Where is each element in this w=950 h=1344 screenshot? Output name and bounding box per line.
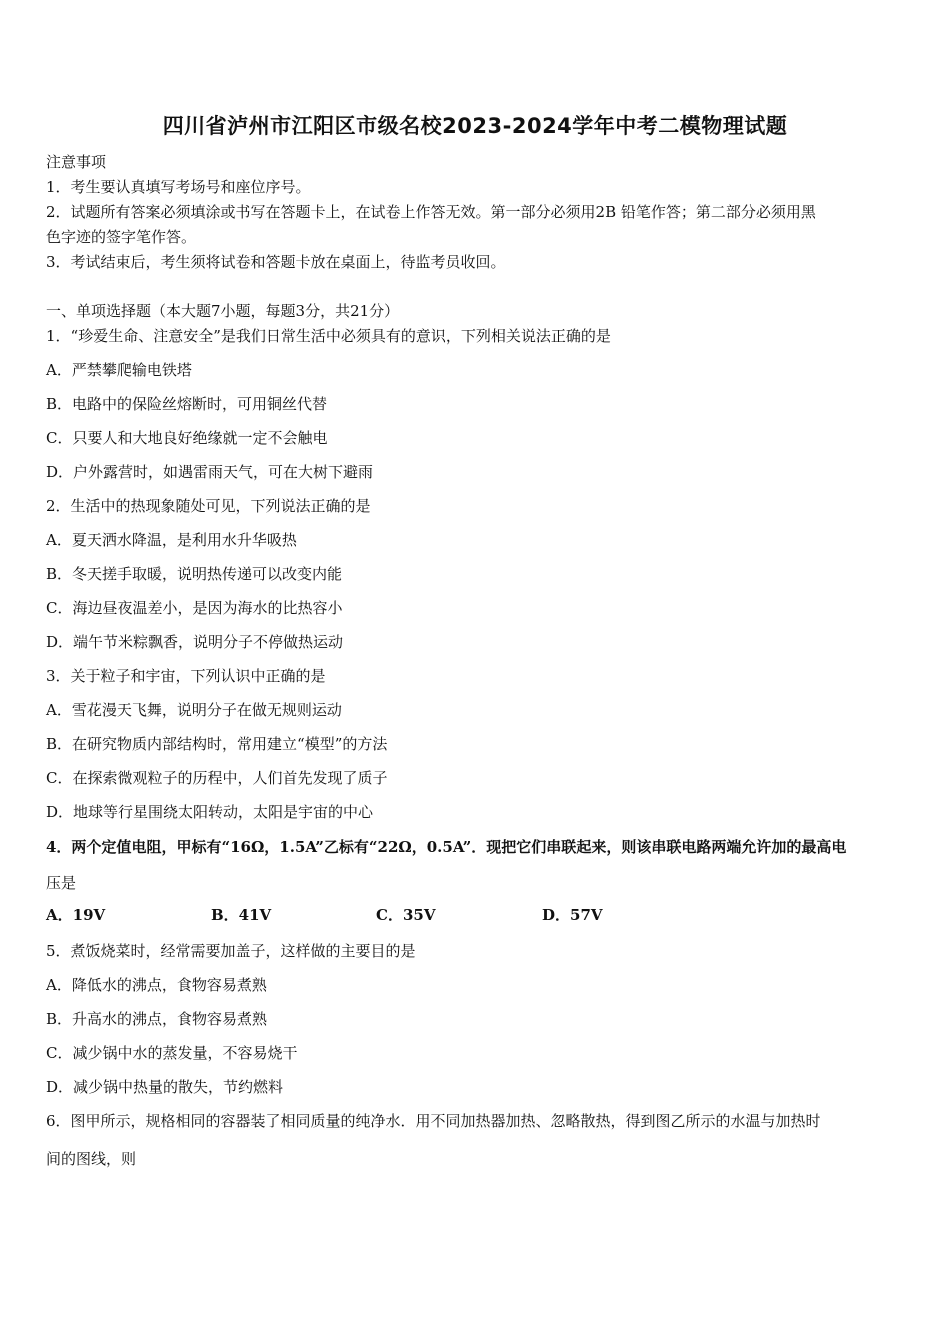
question-3-option-a: A．雪花漫天飞舞，说明分子在做无规则运动	[46, 701, 342, 719]
question-4-option-a: A．19V	[46, 906, 106, 924]
question-4-option-b: B．41V	[211, 906, 272, 924]
question-1-option-c: C．只要人和大地良好绝缘就一定不会触电	[46, 429, 328, 447]
question-4-option-c: C．35V	[376, 906, 436, 924]
question-5-option-b: B．升高水的沸点，食物容易煮熟	[46, 1010, 268, 1028]
question-5-option-d: D．减少锅中热量的散失，节约燃料	[46, 1078, 284, 1096]
question-2-option-d: D．端午节米粽飘香，说明分子不停做热运动	[46, 633, 344, 651]
notice-item-2: 2．试题所有答案必须填涂或书写在答题卡上，在试卷上作答无效。第一部分必须用2B 铅笔作答；第二部分必须用黑	[46, 203, 816, 221]
question-4-option-d: D．57V	[542, 906, 603, 924]
question-5-option-a: A．降低水的沸点，食物容易煮熟	[46, 976, 267, 994]
question-2-option-c: C．海边昼夜温差小，是因为海水的比热容小	[46, 599, 343, 617]
question-4-stem: 4．两个定值电阻，甲标有“16Ω，1.5A”乙标有“22Ω，0.5A”．现把它们串联起来，则该串联电路两端允许加的最高电	[46, 838, 847, 856]
question-5-option-c: C．减少锅中水的蒸发量，不容易烧干	[46, 1044, 298, 1062]
question-1-stem: 1．“珍爱生命、注意安全”是我们日常生活中必须具有的意识，下列相关说法正确的是	[46, 327, 611, 345]
notice-item-2-cont: 色字迹的签字笔作答。	[46, 228, 197, 246]
question-6-stem-cont: 间的图线，则	[46, 1150, 137, 1168]
question-3-option-b: B．在研究物质内部结构时，常用建立“模型”的方法	[46, 735, 388, 753]
question-3-option-c: C．在探索微观粒子的历程中，人们首先发现了质子	[46, 769, 388, 787]
notice-item-1: 1．考生要认真填写考场号和座位序号。	[46, 178, 311, 196]
notice-item-3: 3．考试结束后，考生须将试卷和答题卡放在桌面上，待监考员收回。	[46, 253, 506, 271]
question-1-option-d: D．户外露营时，如遇雷雨天气，可在大树下避雨	[46, 463, 374, 481]
question-4-stem-cont: 压是	[46, 874, 77, 892]
question-3-stem: 3．关于粒子和宇宙，下列认识中正确的是	[46, 667, 326, 685]
question-2-option-a: A．夏天洒水降温，是利用水升华吸热	[46, 531, 297, 549]
notice-heading: 注意事项	[46, 153, 107, 171]
section-heading: 一、单项选择题（本大题7小题，每题3分，共21分）	[46, 302, 400, 320]
question-2-option-b: B．冬天搓手取暖，说明热传递可以改变内能	[46, 565, 343, 583]
question-3-option-d: D．地球等行星围绕太阳转动，太阳是宇宙的中心	[46, 803, 374, 821]
question-6-stem: 6．图甲所示，规格相同的容器装了相同质量的纯净水．用不同加热器加热、忽略散热，得到图乙所示的水温与加热时	[46, 1112, 821, 1130]
question-1-option-a: A．严禁攀爬输电铁塔	[46, 361, 192, 379]
question-4-options	[46, 904, 916, 926]
question-2-stem: 2．生活中的热现象随处可见，下列说法正确的是	[46, 497, 371, 515]
page-title: 四川省泸州市江阳区市级名校2023-2024学年中考二模物理试题	[162, 114, 788, 138]
question-1-option-b: B．电路中的保险丝熔断时，可用铜丝代替	[46, 395, 328, 413]
question-5-stem: 5．煮饭烧菜时，经常需要加盖子，这样做的主要目的是	[46, 942, 416, 960]
